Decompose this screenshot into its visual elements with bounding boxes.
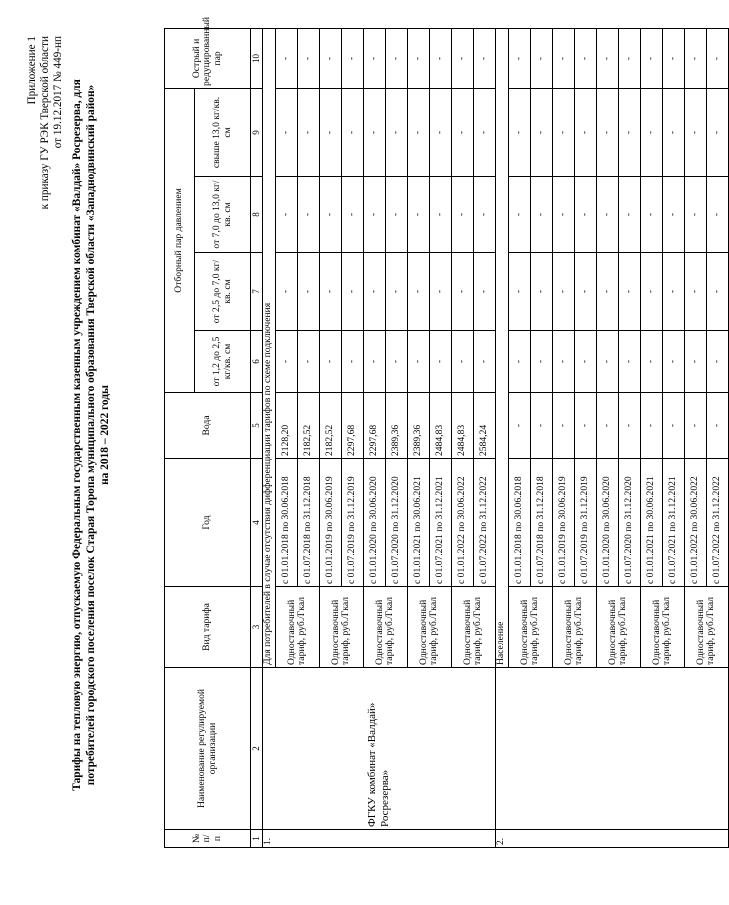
dash-cell: - xyxy=(552,331,574,393)
dash-cell: - xyxy=(451,28,473,88)
col-number: 9 xyxy=(251,88,263,176)
dash-cell: - xyxy=(662,88,684,176)
period-cell: с 01.07.2018 по 31.12.2018 xyxy=(297,459,319,587)
dash-cell: - xyxy=(319,177,341,253)
water-tariff-cell: - xyxy=(530,393,552,459)
dash-cell: - xyxy=(341,28,363,88)
dash-cell: - xyxy=(451,88,473,176)
water-tariff-cell: - xyxy=(684,393,706,459)
water-tariff-cell: - xyxy=(508,393,530,459)
dash-cell: - xyxy=(640,88,662,176)
dash-cell: - xyxy=(662,331,684,393)
tariff-type: Одноставочный тариф, руб./Гкал xyxy=(319,587,363,668)
dash-cell: - xyxy=(552,177,574,253)
section-label-row xyxy=(495,28,508,847)
appendix-line: к приказу ГУ РЭК Тверской области xyxy=(39,36,52,210)
dash-cell: - xyxy=(640,331,662,393)
dash-cell: - xyxy=(341,88,363,176)
tariff-table xyxy=(164,16,729,848)
dash-cell: - xyxy=(640,253,662,331)
dash-cell: - xyxy=(363,177,385,253)
dash-cell: - xyxy=(574,28,596,88)
dash-cell: - xyxy=(275,177,297,253)
dash-cell: - xyxy=(662,28,684,88)
water-tariff-cell: 2128,20 xyxy=(275,393,297,459)
header-org: Наименование регулируемой организации xyxy=(165,668,251,830)
col-number: 3 xyxy=(251,587,263,668)
section-number: 2. xyxy=(495,830,728,848)
dash-cell: - xyxy=(508,177,530,253)
water-tariff-cell: - xyxy=(662,393,684,459)
col-number: 10 xyxy=(251,28,263,88)
period-cell: с 01.07.2018 по 31.12.2018 xyxy=(530,459,552,587)
dash-cell: - xyxy=(451,253,473,331)
dash-cell: - xyxy=(297,28,319,88)
dash-cell: - xyxy=(530,88,552,176)
dash-cell: - xyxy=(319,331,341,393)
dash-cell: - xyxy=(473,177,495,253)
dash-cell: - xyxy=(618,28,640,88)
dash-cell: - xyxy=(552,253,574,331)
dash-cell: - xyxy=(407,28,429,88)
dash-cell: - xyxy=(662,253,684,331)
dash-cell: - xyxy=(341,331,363,393)
period-cell: с 01.01.2021 по 30.06.2021 xyxy=(640,459,662,587)
dash-cell: - xyxy=(508,331,530,393)
appendix-line: от 19.12.2017 № 449-нп xyxy=(52,36,65,149)
dash-cell: - xyxy=(574,331,596,393)
period-cell: с 01.01.2018 по 30.06.2018 xyxy=(508,459,530,587)
dash-cell: - xyxy=(363,253,385,331)
dash-cell: - xyxy=(473,253,495,331)
dash-cell: - xyxy=(596,253,618,331)
dash-cell: - xyxy=(706,88,728,176)
tariff-type: Одноставочный тариф, руб./Гкал xyxy=(508,587,552,668)
tariff-type: Одноставочный тариф, руб./Гкал xyxy=(684,587,728,668)
dash-cell: - xyxy=(640,28,662,88)
dash-cell: - xyxy=(596,88,618,176)
dash-cell: - xyxy=(407,177,429,253)
column-number-row xyxy=(251,28,263,847)
dash-cell: - xyxy=(662,177,684,253)
dash-cell: - xyxy=(429,253,451,331)
dash-cell: - xyxy=(429,28,451,88)
dash-cell: - xyxy=(508,253,530,331)
dash-cell: - xyxy=(574,88,596,176)
section-number: 1. xyxy=(262,830,495,848)
period-cell: с 01.01.2020 по 30.06.2020 xyxy=(363,459,385,587)
period-cell: с 01.07.2019 по 31.12.2019 xyxy=(341,459,363,587)
dash-cell: - xyxy=(684,331,706,393)
header-water: Вода xyxy=(165,393,251,459)
dash-cell: - xyxy=(508,88,530,176)
header-steam-group: Отборный пар давлением xyxy=(165,88,195,392)
header-sharp-steam: Острый и редуцированный пар xyxy=(165,28,251,88)
dash-cell: - xyxy=(407,88,429,176)
dash-cell: - xyxy=(451,331,473,393)
header-pressure-1: от 1,2 до 2,5 кг/кв. см xyxy=(195,331,251,393)
dash-cell: - xyxy=(407,331,429,393)
dash-cell: - xyxy=(618,177,640,253)
tariff-type: Одноставочный тариф, руб./Гкал xyxy=(275,587,319,668)
dash-cell: - xyxy=(451,177,473,253)
section-label: Население xyxy=(495,28,508,667)
header-pressure-4: свыше 13,0 кг/кв. см xyxy=(195,88,251,176)
water-tariff-cell: 2389,36 xyxy=(407,393,429,459)
dash-cell: - xyxy=(385,88,407,176)
dash-cell: - xyxy=(297,88,319,176)
appendix-block xyxy=(26,36,66,209)
dash-cell: - xyxy=(319,253,341,331)
water-tariff-cell: 2584,24 xyxy=(473,393,495,459)
dash-cell: - xyxy=(385,331,407,393)
tariff-type: Одноставочный тариф, руб./Гкал xyxy=(407,587,451,668)
title-line: потребителей городского поселения поселок Старая Торопа муниципального образования Тверской области «Западнодвинский район» xyxy=(85,84,97,786)
dash-cell: - xyxy=(508,28,530,88)
header-year: Год xyxy=(165,459,251,587)
dash-cell: - xyxy=(552,88,574,176)
dash-cell: - xyxy=(473,88,495,176)
dash-cell: - xyxy=(684,88,706,176)
period-cell: с 01.01.2022 по 30.06.2022 xyxy=(451,459,473,587)
col-number: 5 xyxy=(251,393,263,459)
header-pressure-3: от 7,0 до 13,0 кг/кв. см xyxy=(195,177,251,253)
dash-cell: - xyxy=(473,28,495,88)
period-cell: с 01.07.2022 по 31.12.2022 xyxy=(706,459,728,587)
period-cell: с 01.01.2019 по 30.06.2019 xyxy=(319,459,341,587)
title-line: на 2018 – 2022 годы xyxy=(99,385,111,485)
water-tariff-cell: - xyxy=(596,393,618,459)
organization-name: ФГКУ комбинат «Валдай» Росрезерва» xyxy=(262,668,495,830)
dash-cell: - xyxy=(574,253,596,331)
section-label-row xyxy=(262,28,275,847)
section-label: Для потребителей в случае отсутствия дифференциации тарифов по схеме подключения xyxy=(262,28,275,667)
dash-cell: - xyxy=(275,88,297,176)
period-cell: с 01.01.2019 по 30.06.2019 xyxy=(552,459,574,587)
dash-cell: - xyxy=(429,177,451,253)
tariff-type: Одноставочный тариф, руб./Гкал xyxy=(640,587,684,668)
dash-cell: - xyxy=(275,253,297,331)
water-tariff-cell: 2297,68 xyxy=(341,393,363,459)
period-cell: с 01.01.2020 по 30.06.2020 xyxy=(596,459,618,587)
col-number: 6 xyxy=(251,331,263,393)
dash-cell: - xyxy=(341,177,363,253)
period-cell: с 01.01.2018 по 30.06.2018 xyxy=(275,459,297,587)
dash-cell: - xyxy=(706,253,728,331)
period-cell: с 01.07.2021 по 31.12.2021 xyxy=(429,459,451,587)
dash-cell: - xyxy=(574,177,596,253)
period-cell: с 01.07.2020 по 31.12.2020 xyxy=(618,459,640,587)
organization-name xyxy=(495,668,728,830)
water-tariff-cell: - xyxy=(552,393,574,459)
water-tariff-cell: 2484,83 xyxy=(451,393,473,459)
header-pressure-2: от 2,5 до 7,0 кг/кв. см xyxy=(195,253,251,331)
water-tariff-cell: - xyxy=(574,393,596,459)
dash-cell: - xyxy=(552,28,574,88)
period-cell: с 01.01.2022 по 30.06.2022 xyxy=(684,459,706,587)
dash-cell: - xyxy=(363,28,385,88)
col-number: 4 xyxy=(251,459,263,587)
dash-cell: - xyxy=(640,177,662,253)
header-tariff-type: Вид тарифа xyxy=(165,587,251,668)
dash-cell: - xyxy=(684,28,706,88)
dash-cell: - xyxy=(530,177,552,253)
dash-cell: - xyxy=(319,28,341,88)
dash-cell: - xyxy=(363,88,385,176)
document-title xyxy=(70,75,112,795)
col-number: 8 xyxy=(251,177,263,253)
dash-cell: - xyxy=(319,88,341,176)
col-number: 2 xyxy=(251,668,263,830)
dash-cell: - xyxy=(385,28,407,88)
dash-cell: - xyxy=(596,177,618,253)
dash-cell: - xyxy=(618,253,640,331)
dash-cell: - xyxy=(473,331,495,393)
dash-cell: - xyxy=(385,253,407,331)
dash-cell: - xyxy=(706,28,728,88)
dash-cell: - xyxy=(429,331,451,393)
dash-cell: - xyxy=(275,28,297,88)
dash-cell: - xyxy=(275,331,297,393)
period-cell: с 01.07.2019 по 31.12.2019 xyxy=(574,459,596,587)
dash-cell: - xyxy=(684,253,706,331)
dash-cell: - xyxy=(706,177,728,253)
header-num: № п/ п xyxy=(165,830,251,848)
water-tariff-cell: 2182,52 xyxy=(297,393,319,459)
appendix-line: Приложение 1 xyxy=(26,36,38,105)
col-number: 7 xyxy=(251,253,263,331)
dash-cell: - xyxy=(596,28,618,88)
tariff-type: Одноставочный тариф, руб./Гкал xyxy=(596,587,640,668)
dash-cell: - xyxy=(363,331,385,393)
dash-cell: - xyxy=(706,331,728,393)
water-tariff-cell: - xyxy=(618,393,640,459)
dash-cell: - xyxy=(618,88,640,176)
water-tariff-cell: 2182,52 xyxy=(319,393,341,459)
dash-cell: - xyxy=(596,331,618,393)
water-tariff-cell: - xyxy=(640,393,662,459)
tariff-type: Одноставочный тариф, руб./Гкал xyxy=(363,587,407,668)
dash-cell: - xyxy=(385,177,407,253)
dash-cell: - xyxy=(618,331,640,393)
col-number: 1 xyxy=(251,830,263,848)
period-cell: с 01.07.2022 по 31.12.2022 xyxy=(473,459,495,587)
tariff-type: Одноставочный тариф, руб./Гкал xyxy=(552,587,596,668)
water-tariff-cell: - xyxy=(706,393,728,459)
period-cell: с 01.07.2021 по 31.12.2021 xyxy=(662,459,684,587)
period-cell: с 01.07.2020 по 31.12.2020 xyxy=(385,459,407,587)
dash-cell: - xyxy=(297,253,319,331)
dash-cell: - xyxy=(684,177,706,253)
water-tariff-cell: 2484,83 xyxy=(429,393,451,459)
dash-cell: - xyxy=(530,28,552,88)
dash-cell: - xyxy=(530,331,552,393)
water-tariff-cell: 2297,68 xyxy=(363,393,385,459)
dash-cell: - xyxy=(429,88,451,176)
dash-cell: - xyxy=(341,253,363,331)
water-tariff-cell: 2389,36 xyxy=(385,393,407,459)
period-cell: с 01.01.2021 по 30.06.2021 xyxy=(407,459,429,587)
dash-cell: - xyxy=(297,331,319,393)
dash-cell: - xyxy=(297,177,319,253)
tariff-type: Одноставочный тариф, руб./Гкал xyxy=(451,587,495,668)
dash-cell: - xyxy=(407,253,429,331)
title-line: Тарифы на тепловую энергию, отпускаемую Федеральным государственным казенным учреждением комбинат «Валдай» Росрезерва, для xyxy=(71,79,83,791)
dash-cell: - xyxy=(530,253,552,331)
